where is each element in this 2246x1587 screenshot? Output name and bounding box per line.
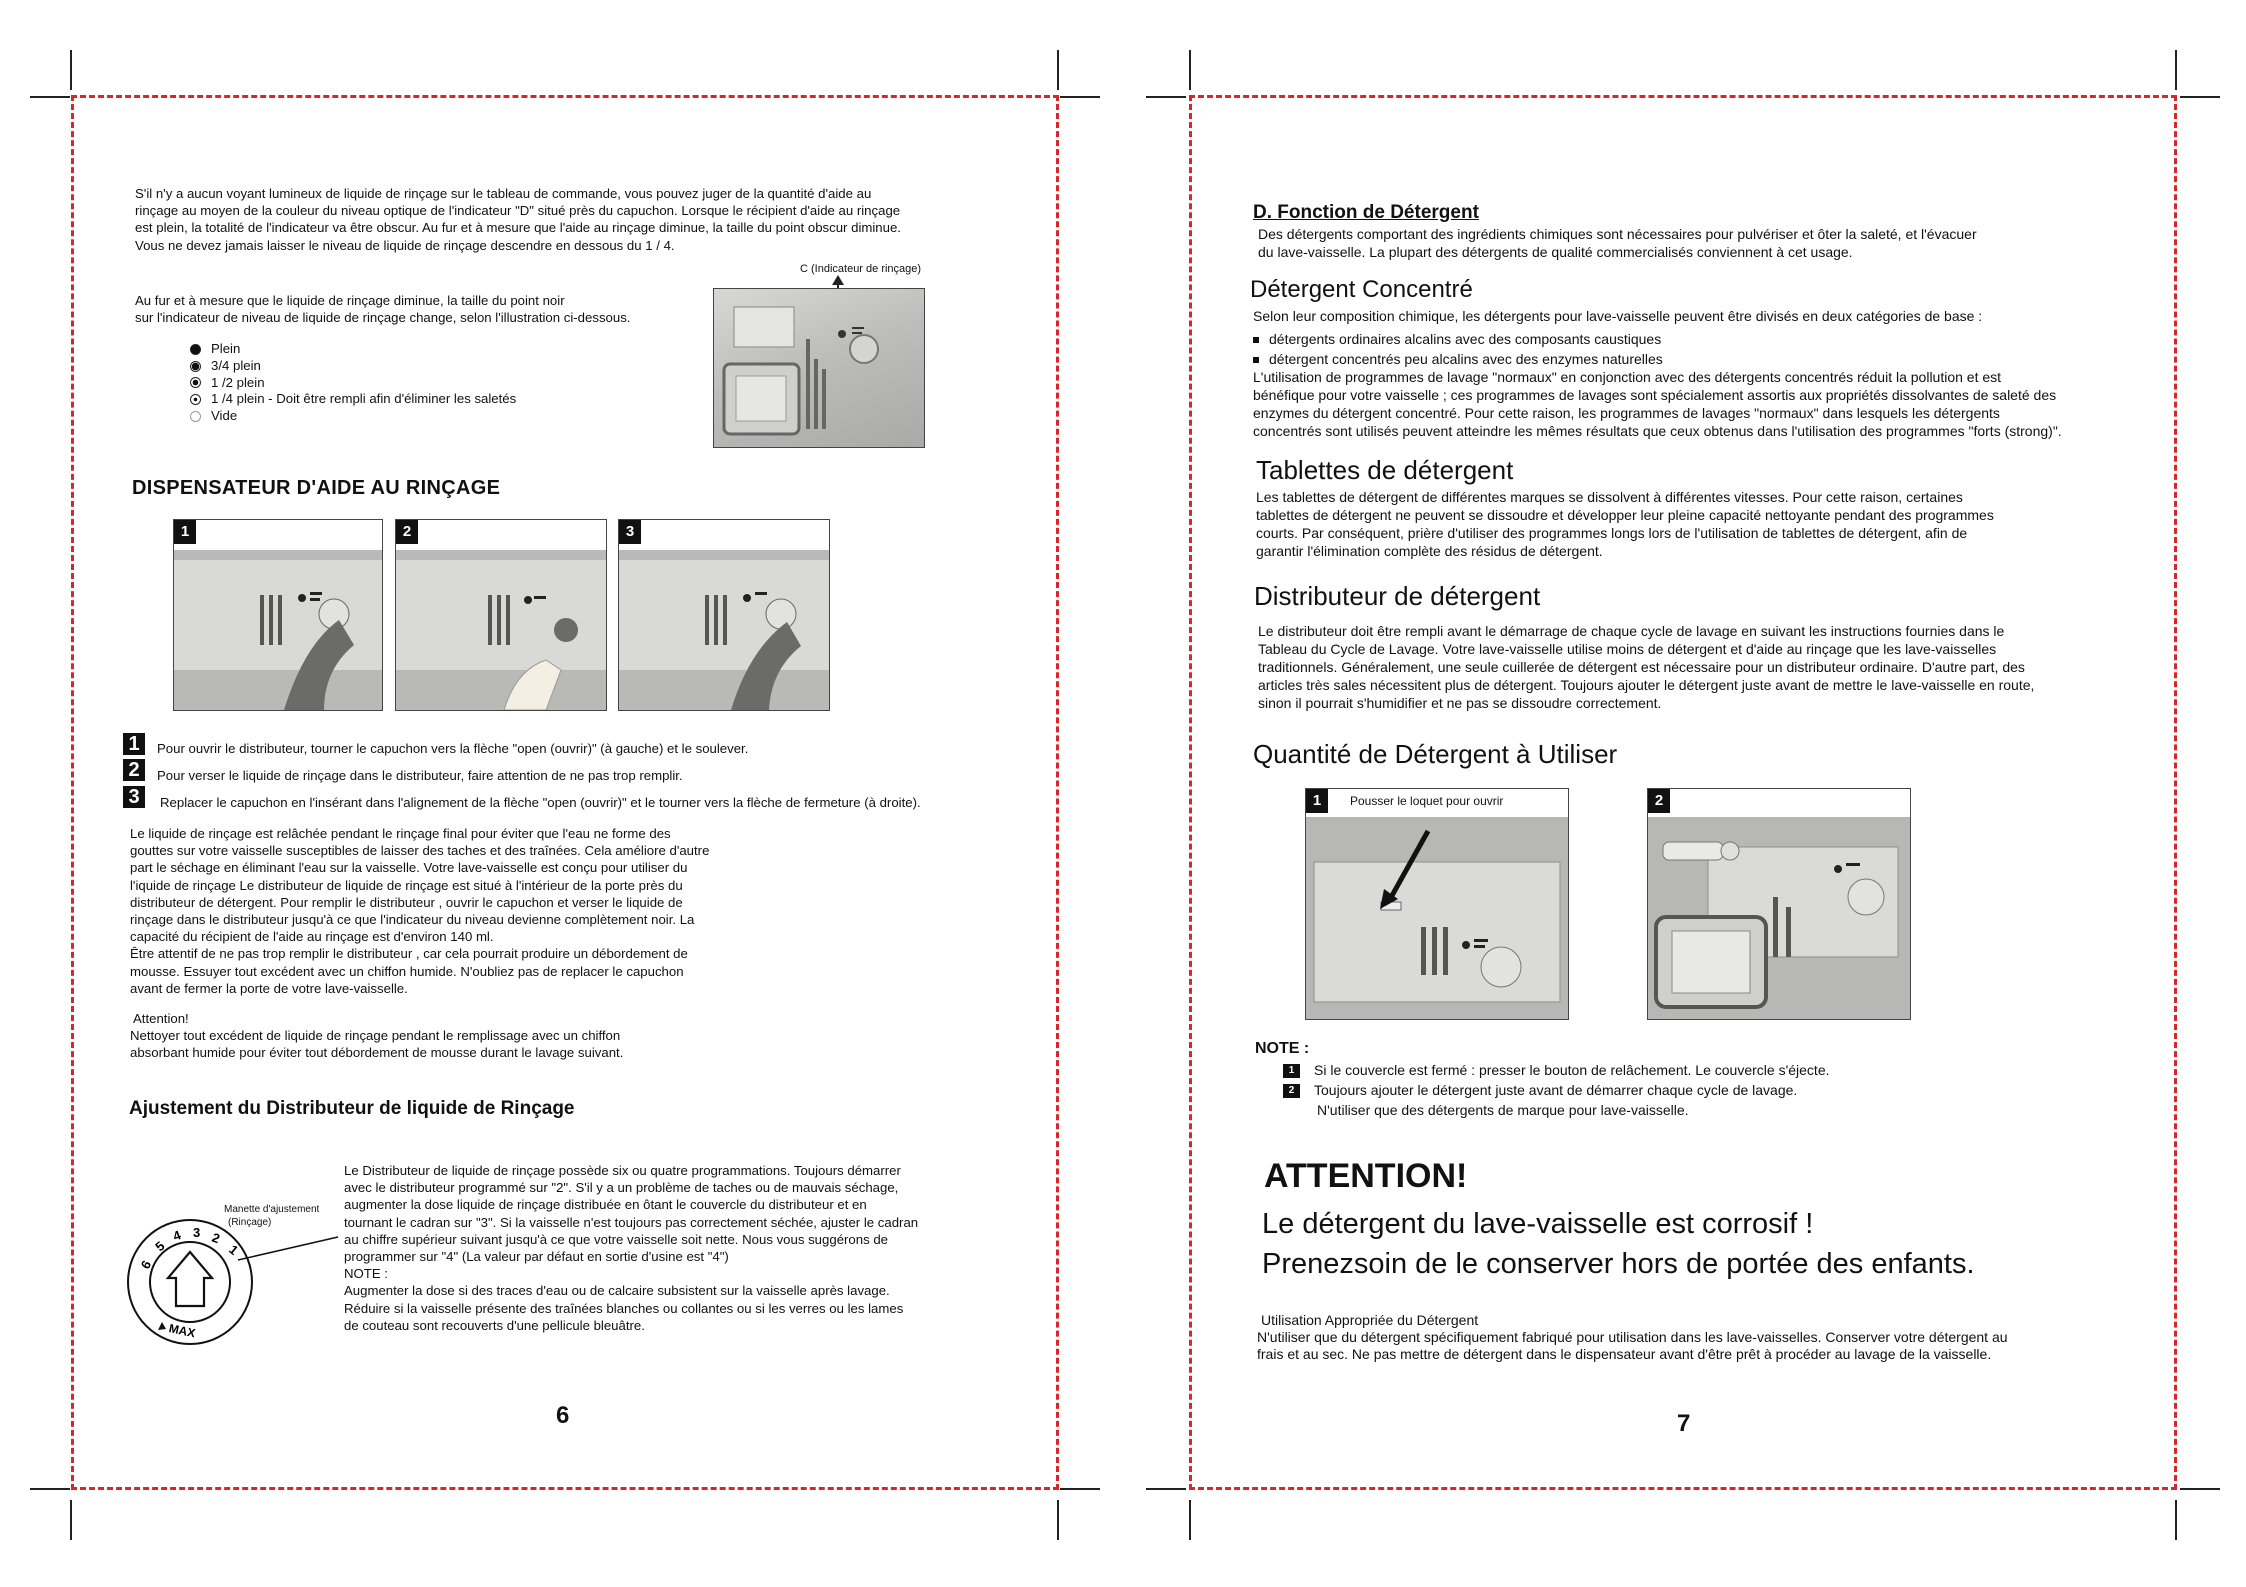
text-line: articles très sales nécessitent plus de détergent. Toujours ajouter le détergent juste avant de mettre le lave-vaisselle en route, (1258, 677, 2035, 693)
photo-tag: 1 (1306, 789, 1328, 813)
text-line: bénéfique pour votre vaisselle ; ces programmes de lavages sont spécialement assortis aux propriétés dissolvantes de saleté des (1253, 387, 2057, 403)
text-line: tablettes de détergent ne peuvent se dissoudre et développer leur pleine capacité nettoyante pendant des programmes (1256, 507, 1994, 523)
text-line: au chiffre supérieur suivant jusqu'à ce que votre vaisselle soit nette. Nous vous suggérons de (344, 1231, 889, 1247)
crop-mark (2175, 1500, 2177, 1540)
level-item: Plein (190, 341, 516, 358)
dial-number: 6 (137, 1257, 155, 1272)
note-title: NOTE : (1255, 1040, 1310, 1057)
text-line: sur l'indicateur de niveau de liquide de rinçage change, selon l'illustration ci-dessous. (135, 310, 631, 326)
text-line: garantir l'élimination complète des résidus de détergent. (1256, 543, 1603, 559)
adjustment-dial (118, 1210, 340, 1350)
crop-mark (1189, 1500, 1191, 1540)
crop-mark (70, 50, 72, 90)
detergent-photo-2 (1647, 788, 1911, 1020)
text-line: part le séchage en éliminant l'eau sur la vaisselle. Votre lave-vaisselle est conçu pour utiliser du (130, 860, 688, 876)
text-line: L'utilisation de programmes de lavage "normaux" en conjonction avec des détergents concentrés réduit la pollution et est (1253, 369, 2002, 385)
text-line: augmenter la dose liquide de rinçage distribuée en ôtant le couvercle du distributeur et en (344, 1197, 867, 1213)
photo-tag: 2 (1648, 789, 1670, 813)
text-line: est plein, la totalité de l'indicateur va être obscur. Au fur et à mesure que l'aide au rinçage diminue, la taille du point obscur diminue. (135, 220, 901, 236)
text-line: traditionnels. Généralement, une seule cuillerée de détergent est nécessaire pour un distributeur ordinaire. D'autre part, des (1258, 659, 2025, 675)
dial-number: 4 (170, 1227, 183, 1244)
full-circle-icon (190, 344, 201, 355)
arrow-head-icon (832, 275, 844, 285)
dispenser-title: DISPENSATEUR D'AIDE AU RINÇAGE (132, 477, 501, 499)
text-line: gouttes sur votre vaisselle susceptibles de laisser des taches et des traînées. Cela améliore d'autre (130, 843, 710, 859)
text-line: l'iquide de rinçage Le distributeur de liquide de rinçage est situé à l'intérieur de la porte près du (130, 877, 683, 893)
concentre-bullets (1253, 329, 1663, 369)
crop-mark (2175, 50, 2177, 90)
half-circle-icon (190, 377, 201, 388)
text-line: concentrés sont utilisés peuvent atteindre les mêmes résultats que ceux obtenus dans l'utilisation des programmes "forts (strong)". (1253, 423, 2062, 439)
text-line: Le détergent du lave-vaisselle est corrosif ! (1262, 1208, 1814, 1240)
text-line: Le Distributeur de liquide de rinçage possède six ou quatre programmations. Toujours démarrer (344, 1163, 901, 1178)
text-line: distributeur de détergent. Pour remplir le distributeur , ouvrir le capuchon et verser le liquide de (130, 894, 683, 910)
dispenser-illustration (714, 289, 924, 447)
level-item: 3/4 plein (190, 358, 516, 375)
text-line: rinçage au moyen de la couleur du niveau optique de l'indicateur "D" situé près du capuchon. Lorsque le récipient d'aide au rinçage (135, 203, 901, 219)
distributeur-paragraph (1258, 622, 2034, 712)
text-line: Le liquide de rinçage est relâchée pendant le rinçage final pour éviter que l'eau ne forme des (130, 826, 671, 841)
usage-paragraph (1257, 1312, 2008, 1363)
crop-mark (1189, 50, 1191, 90)
text-line: Augmenter la dose si des traces d'eau ou de calcaire subsistent sur la vaisselle après lavage. (344, 1283, 890, 1299)
dial-number: 1 (226, 1241, 242, 1258)
crop-mark (1146, 96, 1186, 98)
step-text: Replacer le capuchon en l'insérant dans l'alignement de la flèche "open (ouvrir)" et le tourner vers la flèche de fermeture (à droite). (160, 795, 921, 810)
tablettes-title: Tablettes de détergent (1256, 455, 1514, 485)
dial-number: 2 (209, 1229, 222, 1247)
dispenser-illustration (396, 550, 606, 710)
adjust-paragraph (344, 1162, 918, 1334)
step-text: Pour verser le liquide de rinçage dans le distributeur, faire attention de ne pas trop remplir. (157, 768, 683, 783)
text-line: Prenezsoin de le conserver hors de portée des enfants. (1262, 1248, 1975, 1280)
page-number: 6 (556, 1402, 570, 1429)
rinse-body-paragraph (130, 825, 709, 997)
text-line: N'utiliser que du détergent spécifiquement fabriqué pour utilisation dans les lave-vaisselles. Conserver votre détergent au (1257, 1329, 2008, 1345)
text-line: Nettoyer tout excédent de liquide de rinçage pendant le remplissage avec un chiffon (130, 1028, 621, 1044)
text-line: tournant le cadran sur "3". Si la vaisselle n'est toujours pas correctement séchée, ajuster le cadran (344, 1214, 919, 1230)
dial-number: 5 (152, 1238, 168, 1255)
bullet-square-icon (1253, 337, 1259, 343)
note-number: 1 (1283, 1064, 1300, 1078)
text-line: sinon il pourrait s'humidifier et ne pas se dissoudre correctement. (1258, 695, 1662, 711)
note-item: 1 Si le couvercle est fermé : presser le bouton de relâchement. Le couvercle s'éjecte. (1283, 1060, 1830, 1080)
text-line: Être attentif de ne pas trop remplir le distributeur , car cela pourrait produire un débordement de (130, 946, 688, 962)
quantite-title: Quantité de Détergent à Utiliser (1253, 739, 1618, 769)
concentre-title: Détergent Concentré (1250, 276, 1473, 303)
bullet-item: détergent concentrés peu alcalins avec des enzymes naturelles (1253, 349, 1663, 369)
photo-tag: 3 (619, 520, 641, 544)
text-line: NOTE : (344, 1266, 388, 1282)
crop-mark (1057, 1500, 1059, 1540)
bullet-square-icon (1253, 357, 1259, 363)
text-line: avant de fermer la porte de votre lave-vaisselle. (130, 980, 408, 996)
note-extra: N'utiliser que des détergents de marque pour lave-vaisselle. (1317, 1102, 1689, 1118)
text-line: Réduire si la vaisselle présente des traînées blanches ou collantes ou si les verres ou les lames (344, 1300, 904, 1316)
text-line: programmer sur "4" (La valeur par défaut en sortie d'usine est "4") (344, 1249, 729, 1265)
note-number: 2 (1283, 1084, 1300, 1098)
level-item: 1 /2 plein (190, 375, 516, 392)
dispenser-illustration (619, 550, 829, 710)
crop-mark (1060, 96, 1100, 98)
text-line: frais et au sec. Ne pas mettre de détergent dans le dispensateur avant d'être prêt à procéder au lavage de la vaisselle. (1257, 1346, 1992, 1362)
step-number: 2 (123, 759, 145, 781)
text-line: capacité du récipient de l'aide au rinçage est d'environ 140 ml. (130, 929, 494, 945)
step-number: 3 (123, 786, 145, 808)
crop-mark (30, 1488, 70, 1490)
level-item: 1 /4 plein - Doit être rempli afin d'éliminer les saletés (190, 391, 516, 408)
intro-paragraph (135, 185, 901, 254)
step-photo-1 (173, 519, 383, 711)
crop-mark (70, 1500, 72, 1540)
level-list (190, 341, 516, 425)
text-line: absorbant humide pour éviter tout débordement de mousse durant le lavage suivant. (130, 1045, 624, 1061)
note-item: 2 Toujours ajouter le détergent juste avant de démarrer chaque cycle de lavage. (1283, 1080, 1830, 1100)
text-line: S'il n'y a aucun voyant lumineux de liquide de rinçage sur le tableau de commande, vous pouvez juger de la quantité d'aide au (135, 186, 872, 201)
crop-mark (30, 96, 70, 98)
concentre-intro: Selon leur composition chimique, les détergents pour lave-vaisselle peuvent être divisés en deux catégories de base : (1253, 308, 1983, 324)
text-line: courts. Par conséquent, prière d'utiliser des programmes longs lors de l'utilisation de tablettes de détergent, afin de (1256, 525, 1968, 541)
tablettes-paragraph (1256, 488, 1994, 560)
text-line: Vous ne devez jamais laisser le niveau de liquide de rinçage descendre en dessous du 1 / 4. (135, 237, 675, 253)
crop-mark (1057, 50, 1059, 90)
page-number: 7 (1677, 1410, 1691, 1437)
text-line: Le distributeur doit être rempli avant le démarrage de chaque cycle de lavage en suivant les instructions fournies dans le (1258, 623, 2005, 639)
step-photo-2 (395, 519, 607, 711)
bullet-item: détergents ordinaires alcalins avec des composants caustiques (1253, 329, 1663, 349)
dispenser-illustration (1306, 817, 1568, 1019)
detergent-photo-1 (1305, 788, 1569, 1020)
text-line: Les tablettes de détergent de différentes marques se dissolvent à différentes vitesses. Pour cette raison, certaines (1256, 489, 1963, 505)
adjust-title: Ajustement du Distributeur de liquide de Rinçage (129, 1098, 575, 1119)
concentre-paragraph (1253, 368, 2062, 440)
dispenser-illustration (174, 550, 382, 710)
empty-circle-icon (190, 411, 201, 422)
text-line: Au fur et à mesure que le liquide de rinçage diminue, la taille du point noir (135, 293, 565, 308)
step-number: 1 (123, 733, 145, 755)
text-line: Tableau du Cycle de Lavage. Votre lave-vaisselle utilise moins de détergent et d'aide au rinçage que les lave-vaisselles (1258, 641, 1997, 657)
photo-caption: Pousser le loquet pour ouvrir (1350, 794, 1504, 808)
dial-number: 3 (193, 1225, 201, 1240)
text-line: de couteau sont recouverts d'une pellicule bleuâtre. (344, 1317, 645, 1333)
attention-warning (1262, 1204, 1975, 1284)
text-line: rinçage dans le distributeur jusqu'à ce que l'indicateur du niveau devienne complètement noir. La (130, 912, 695, 928)
level-intro (135, 292, 630, 326)
text-line: enzymes du détergent concentré. Pour cette raison, les programmes de lavages "normaux" dans lesquels les détergents (1253, 405, 2000, 421)
crop-mark (1060, 1488, 1100, 1490)
rinse-dispenser-photo (713, 288, 925, 448)
photo-tag: 2 (396, 520, 418, 544)
text-line: Des détergents comportant des ingrédients chimiques sont nécessaires pour pulvériser et ôter la saleté, et l'évacuer (1258, 226, 1977, 242)
text-line: avec le distributeur programmé sur "2". S'il y a un problème de taches ou de mauvais séchage, (344, 1180, 899, 1196)
indicator-label: C (Indicateur de rinçage) (800, 263, 922, 275)
distributeur-title: Distributeur de détergent (1254, 581, 1541, 611)
dial-max-label: MAX (167, 1321, 197, 1341)
attention-note (130, 1010, 623, 1062)
attention-title: ATTENTION! (1264, 1157, 1468, 1195)
text-line: mousse. Essuyer tout excédent avec un chiffon humide. N'oubliez pas de replacer le capuchon (130, 963, 684, 979)
dispenser-illustration (1648, 817, 1910, 1019)
dial-label: Manette d'ajustement (Rinçage) (224, 1204, 320, 1228)
three-quarter-circle-icon (190, 361, 201, 372)
crop-mark (2180, 96, 2220, 98)
crop-mark (2180, 1488, 2220, 1490)
photo-tag: 1 (174, 520, 196, 544)
text-line: Utilisation Appropriée du Détergent (1261, 1312, 1479, 1328)
level-item: Vide (190, 408, 516, 425)
quarter-circle-icon (190, 394, 201, 405)
step-text: Pour ouvrir le distributeur, tourner le capuchon vers la flèche "open (ouvrir)" (à gauche) et le soulever. (157, 741, 749, 756)
step-photo-3 (618, 519, 830, 711)
crop-mark (1146, 1488, 1186, 1490)
section-d-paragraph (1258, 225, 1977, 261)
section-d-title: D. Fonction de Détergent (1253, 202, 1479, 223)
text-line: Attention! (133, 1011, 189, 1026)
note-list (1283, 1060, 1830, 1120)
text-line: du lave-vaisselle. La plupart des détergents de qualité commercialisés conviennent à cet usage. (1258, 244, 1853, 260)
